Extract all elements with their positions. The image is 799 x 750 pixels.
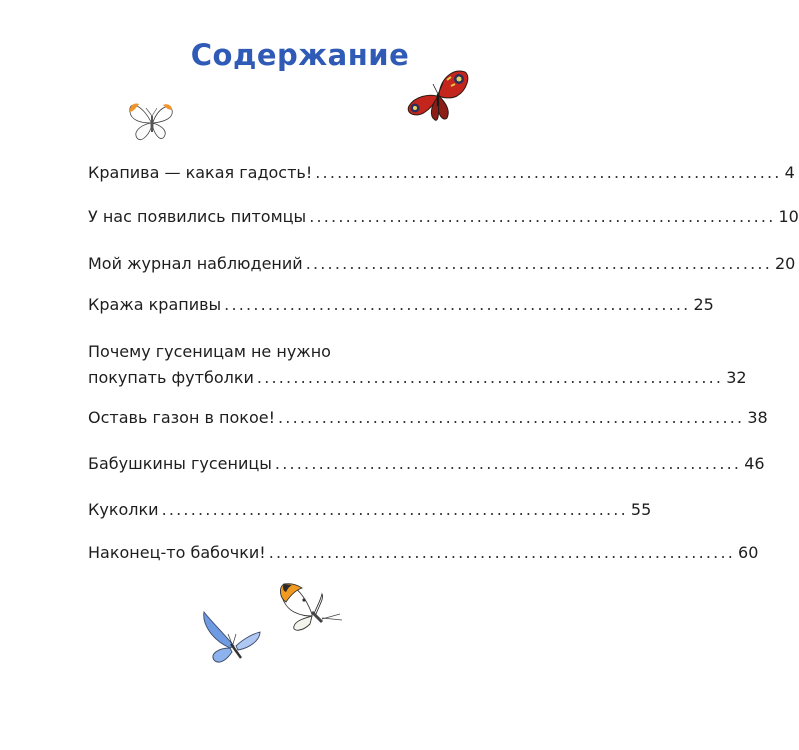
toc-entry[interactable] [88, 405, 768, 431]
toc-entry-title: Мой журнал наблюдений [88, 254, 303, 273]
toc-entry-page: 10 [778, 207, 799, 226]
butterfly-blue-icon [200, 604, 266, 668]
butterfly-peacock-icon [403, 66, 473, 124]
toc-entry-title: У нас появились питомцы [88, 207, 307, 226]
leader-dots: ................................................................ [161, 500, 628, 519]
toc-entry[interactable] [88, 160, 795, 186]
toc-entry-page: 46 [744, 454, 765, 473]
leader-dots: ................................................................ [256, 368, 724, 387]
toc-entry-title: Кража крапивы [88, 295, 222, 314]
toc-entry-page: 32 [726, 368, 747, 387]
leader-dots: ................................................................ [274, 454, 742, 473]
toc-entry-page: 20 [775, 254, 796, 273]
butterfly-orange-tip-large-icon [276, 578, 352, 640]
toc-entry-page: 25 [693, 295, 714, 314]
toc-entry-title: Наконец-то бабочки! [88, 543, 266, 562]
leader-dots: ................................................................ [268, 543, 736, 562]
toc-entry-title: Куколки [88, 500, 159, 519]
toc-entry-title: Оставь газон в покое! [88, 408, 275, 427]
leader-dots: ................................................................ [315, 163, 782, 182]
toc-entry[interactable] [88, 251, 796, 277]
toc-entry[interactable] [88, 204, 799, 230]
toc-entry[interactable] [88, 497, 652, 523]
toc-entry-page: 60 [738, 543, 759, 562]
toc-entry-title-line2: покупать футболки [88, 368, 254, 387]
toc-entry[interactable] [88, 292, 714, 318]
butterfly-orange-tip-small-icon [124, 98, 180, 144]
toc-entry-page: 55 [630, 500, 652, 519]
toc-entry[interactable] [88, 451, 765, 477]
toc-entry[interactable] [88, 540, 759, 566]
leader-dots: ................................................................ [305, 254, 772, 273]
toc-entry-title: Крапива — какая гадость! [88, 163, 313, 182]
page-title: Содержание [190, 38, 410, 72]
toc-entry-title: Бабушкины гусеницы [88, 454, 272, 473]
toc-entry-page: 38 [747, 408, 768, 427]
toc-entry-page: 4 [784, 163, 795, 182]
toc-entry-title-line1: Почему гусеницам не нужно [88, 342, 331, 361]
leader-dots: ................................................................ [278, 408, 745, 427]
toc-entry[interactable] [88, 339, 747, 391]
leader-dots: ................................................................ [224, 295, 691, 314]
leader-dots: ................................................................ [309, 207, 776, 226]
